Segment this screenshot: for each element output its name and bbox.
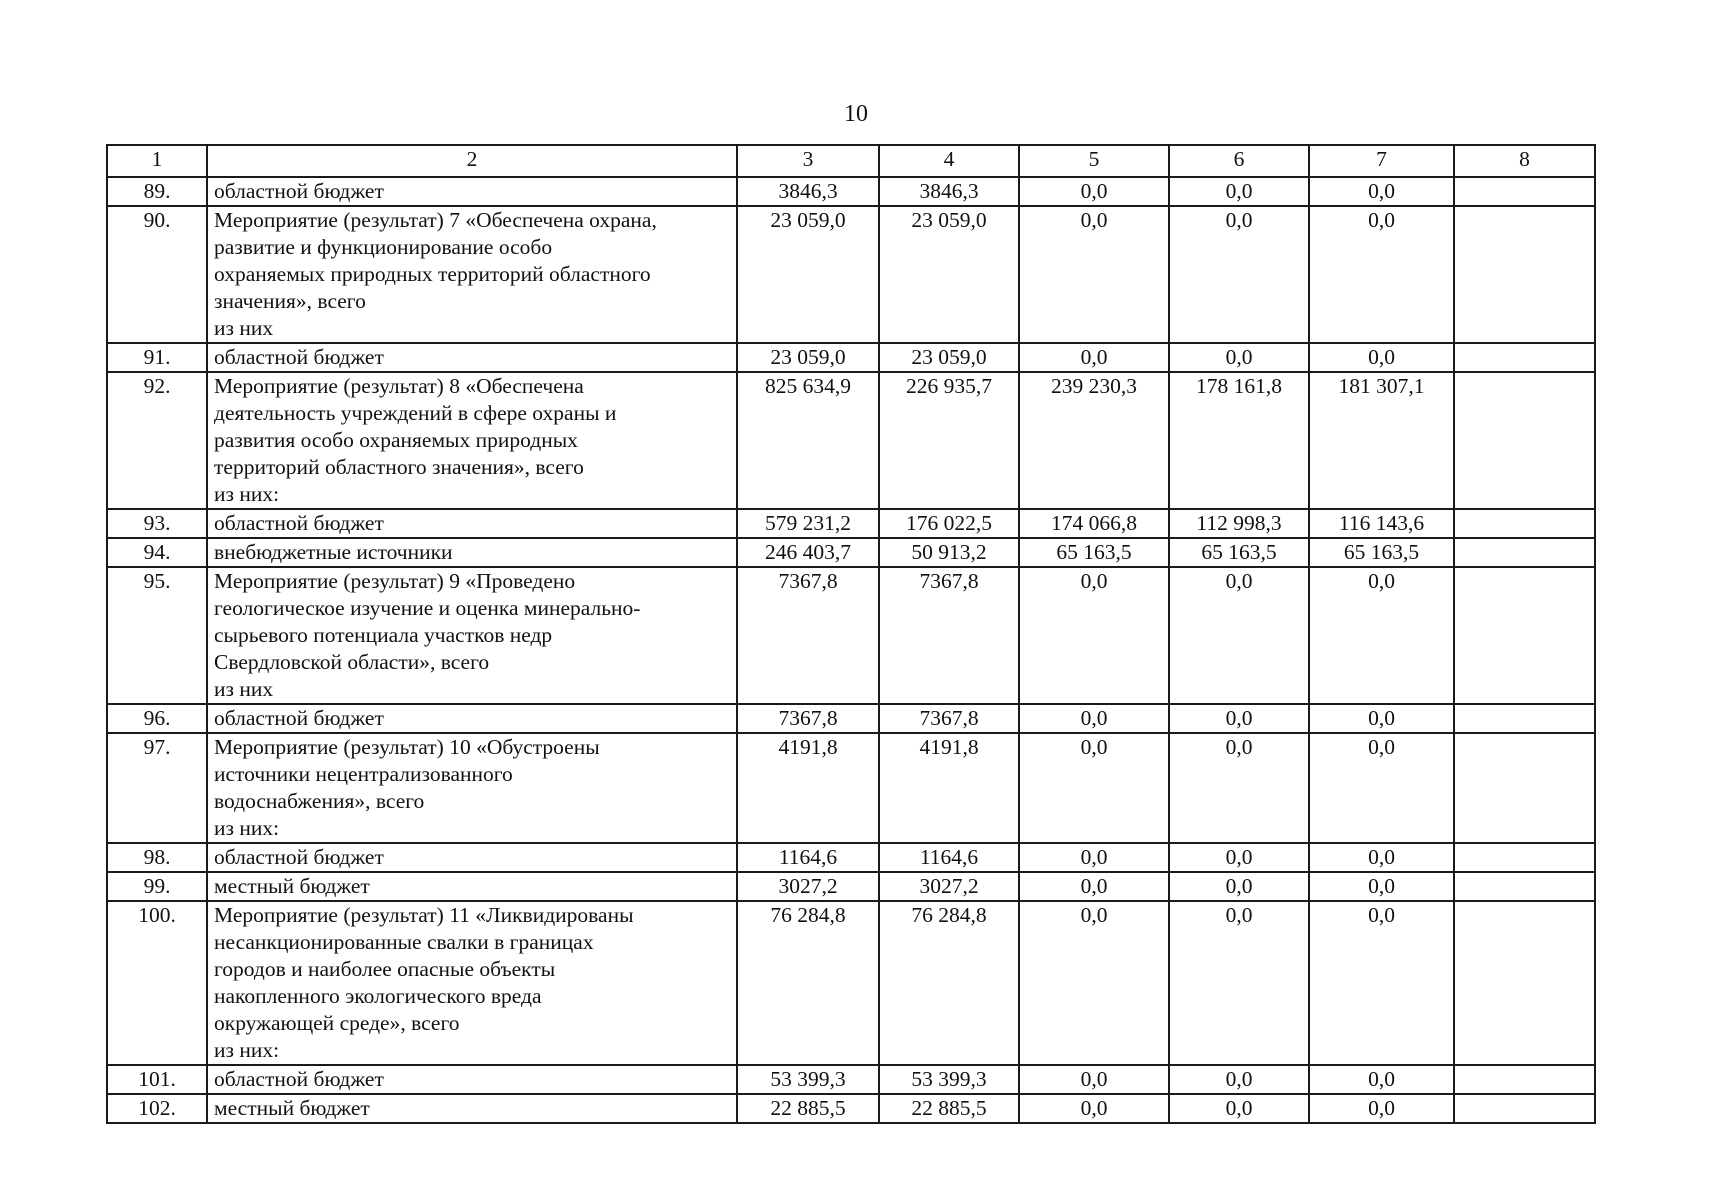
- value-cell-col-3: 7367,8: [737, 704, 879, 733]
- description-line: областной бюджет: [214, 1067, 384, 1091]
- value-cell-col-8: [1454, 177, 1595, 206]
- table-row: [107, 567, 1595, 704]
- value-cell-col-6: 178 161,8: [1169, 372, 1309, 509]
- description-line: Свердловской области», всего: [214, 650, 490, 674]
- row-number: 97.: [107, 733, 207, 843]
- value-cell-col-7: 0,0: [1309, 901, 1454, 1065]
- row-number: 90.: [107, 206, 207, 343]
- column-header-7: 7: [1309, 145, 1454, 177]
- table-row: [107, 343, 1595, 372]
- row-number: 89.: [107, 177, 207, 206]
- row-description: [207, 733, 737, 843]
- value-cell-col-4: 7367,8: [879, 567, 1019, 704]
- description-line: внебюджетные источники: [214, 540, 453, 564]
- value-cell-col-7: 0,0: [1309, 567, 1454, 704]
- value-cell-col-8: [1454, 843, 1595, 872]
- description-line: городов и наиболее опасные объекты: [214, 957, 556, 981]
- value-cell-col-5: 0,0: [1019, 733, 1169, 843]
- column-header-4: 4: [879, 145, 1019, 177]
- column-header-8: 8: [1454, 145, 1595, 177]
- value-cell-col-7: 0,0: [1309, 206, 1454, 343]
- table-row: [107, 872, 1595, 901]
- row-description: [207, 567, 737, 704]
- row-number: 94.: [107, 538, 207, 567]
- description-line: Мероприятие (результат) 9 «Проведено: [214, 569, 576, 593]
- value-cell-col-5: 0,0: [1019, 843, 1169, 872]
- value-cell-col-3: 53 399,3: [737, 1065, 879, 1094]
- description-line: Мероприятие (результат) 11 «Ликвидированы: [214, 903, 634, 927]
- value-cell-col-8: [1454, 372, 1595, 509]
- description-line: из них: [214, 677, 274, 701]
- value-cell-col-5: 0,0: [1019, 177, 1169, 206]
- value-cell-col-6: 112 998,3: [1169, 509, 1309, 538]
- row-number: 100.: [107, 901, 207, 1065]
- budget-table: [106, 144, 1596, 1124]
- table-row: [107, 843, 1595, 872]
- description-line: из них:: [214, 816, 280, 840]
- column-header-1: 1: [107, 145, 207, 177]
- value-cell-col-3: 246 403,7: [737, 538, 879, 567]
- value-cell-col-4: 176 022,5: [879, 509, 1019, 538]
- description-line: местный бюджет: [214, 1096, 370, 1120]
- value-cell-col-3: 3027,2: [737, 872, 879, 901]
- value-cell-col-7: 65 163,5: [1309, 538, 1454, 567]
- description-line: областной бюджет: [214, 845, 384, 869]
- description-line: местный бюджет: [214, 874, 370, 898]
- description-line: областной бюджет: [214, 179, 384, 203]
- value-cell-col-3: 22 885,5: [737, 1094, 879, 1123]
- value-cell-col-4: 50 913,2: [879, 538, 1019, 567]
- value-cell-col-7: 0,0: [1309, 843, 1454, 872]
- value-cell-col-6: 0,0: [1169, 901, 1309, 1065]
- value-cell-col-8: [1454, 704, 1595, 733]
- row-description: [207, 372, 737, 509]
- value-cell-col-4: 1164,6: [879, 843, 1019, 872]
- row-description: [207, 206, 737, 343]
- description-line: источники нецентрализованного: [214, 762, 513, 786]
- value-cell-col-8: [1454, 1094, 1595, 1123]
- value-cell-col-5: 0,0: [1019, 872, 1169, 901]
- description-line: из них:: [214, 482, 280, 506]
- description-line: Мероприятие (результат) 8 «Обеспечена: [214, 374, 584, 398]
- row-description: [207, 177, 737, 206]
- value-cell-col-7: 0,0: [1309, 872, 1454, 901]
- value-cell-col-5: 0,0: [1019, 1065, 1169, 1094]
- value-cell-col-7: 0,0: [1309, 1094, 1454, 1123]
- value-cell-col-3: 1164,6: [737, 843, 879, 872]
- value-cell-col-8: [1454, 538, 1595, 567]
- description-line: развития особо охраняемых природных: [214, 428, 578, 452]
- description-line: несанкционированные свалки в границах: [214, 930, 594, 954]
- description-line: из них: [214, 316, 274, 340]
- value-cell-col-5: 0,0: [1019, 901, 1169, 1065]
- description-line: областной бюджет: [214, 511, 384, 535]
- row-number: 101.: [107, 1065, 207, 1094]
- table-row: [107, 1094, 1595, 1123]
- value-cell-col-3: 23 059,0: [737, 343, 879, 372]
- row-number: 95.: [107, 567, 207, 704]
- value-cell-col-6: 0,0: [1169, 177, 1309, 206]
- row-number: 93.: [107, 509, 207, 538]
- table-body: [107, 177, 1595, 1123]
- description-line: развитие и функционирование особо: [214, 235, 553, 259]
- value-cell-col-5: 239 230,3: [1019, 372, 1169, 509]
- value-cell-col-6: 0,0: [1169, 872, 1309, 901]
- value-cell-col-5: 0,0: [1019, 704, 1169, 733]
- value-cell-col-6: 0,0: [1169, 206, 1309, 343]
- value-cell-col-5: 174 066,8: [1019, 509, 1169, 538]
- value-cell-col-6: 0,0: [1169, 843, 1309, 872]
- value-cell-col-3: 579 231,2: [737, 509, 879, 538]
- row-description: [207, 843, 737, 872]
- row-description: [207, 538, 737, 567]
- description-line: водоснабжения», всего: [214, 789, 425, 813]
- row-description: [207, 704, 737, 733]
- row-description: [207, 901, 737, 1065]
- value-cell-col-6: 0,0: [1169, 343, 1309, 372]
- description-line: значения», всего: [214, 289, 366, 313]
- value-cell-col-5: 0,0: [1019, 1094, 1169, 1123]
- value-cell-col-4: 226 935,7: [879, 372, 1019, 509]
- row-description: [207, 872, 737, 901]
- value-cell-col-6: 0,0: [1169, 704, 1309, 733]
- row-number: 98.: [107, 843, 207, 872]
- row-number: 96.: [107, 704, 207, 733]
- value-cell-col-8: [1454, 901, 1595, 1065]
- value-cell-col-4: 23 059,0: [879, 343, 1019, 372]
- value-cell-col-7: 116 143,6: [1309, 509, 1454, 538]
- row-description: [207, 343, 737, 372]
- value-cell-col-8: [1454, 509, 1595, 538]
- value-cell-col-4: 23 059,0: [879, 206, 1019, 343]
- value-cell-col-8: [1454, 343, 1595, 372]
- value-cell-col-7: 0,0: [1309, 177, 1454, 206]
- value-cell-col-3: 76 284,8: [737, 901, 879, 1065]
- table-row: [107, 509, 1595, 538]
- value-cell-col-7: 0,0: [1309, 343, 1454, 372]
- column-header-2: 2: [207, 145, 737, 177]
- value-cell-col-3: 4191,8: [737, 733, 879, 843]
- description-line: областной бюджет: [214, 345, 384, 369]
- value-cell-col-4: 22 885,5: [879, 1094, 1019, 1123]
- column-header-5: 5: [1019, 145, 1169, 177]
- value-cell-col-7: 0,0: [1309, 704, 1454, 733]
- description-line: Мероприятие (результат) 10 «Обустроены: [214, 735, 600, 759]
- row-description: [207, 1065, 737, 1094]
- value-cell-col-3: 3846,3: [737, 177, 879, 206]
- value-cell-col-5: 0,0: [1019, 567, 1169, 704]
- description-line: Мероприятие (результат) 7 «Обеспечена охрана,: [214, 208, 657, 232]
- header-row: [107, 145, 1595, 177]
- value-cell-col-4: 53 399,3: [879, 1065, 1019, 1094]
- value-cell-col-4: 3846,3: [879, 177, 1019, 206]
- description-line: территорий областного значения», всего: [214, 455, 584, 479]
- table-row: [107, 1065, 1595, 1094]
- description-line: из них:: [214, 1038, 280, 1062]
- table-row: [107, 206, 1595, 343]
- table-row: [107, 372, 1595, 509]
- column-header-3: 3: [737, 145, 879, 177]
- row-number: 91.: [107, 343, 207, 372]
- value-cell-col-8: [1454, 206, 1595, 343]
- value-cell-col-4: 3027,2: [879, 872, 1019, 901]
- value-cell-col-6: 0,0: [1169, 1065, 1309, 1094]
- value-cell-col-6: 65 163,5: [1169, 538, 1309, 567]
- value-cell-col-7: 0,0: [1309, 1065, 1454, 1094]
- table-row: [107, 177, 1595, 206]
- value-cell-col-8: [1454, 1065, 1595, 1094]
- value-cell-col-3: 23 059,0: [737, 206, 879, 343]
- value-cell-col-5: 0,0: [1019, 206, 1169, 343]
- row-description: [207, 1094, 737, 1123]
- value-cell-col-5: 65 163,5: [1019, 538, 1169, 567]
- value-cell-col-6: 0,0: [1169, 567, 1309, 704]
- table-row: [107, 901, 1595, 1065]
- description-line: окружающей среде», всего: [214, 1011, 460, 1035]
- value-cell-col-8: [1454, 872, 1595, 901]
- table-row: [107, 538, 1595, 567]
- table-row: [107, 704, 1595, 733]
- description-line: накопленного экологического вреда: [214, 984, 542, 1008]
- description-line: геологическое изучение и оценка минерально-: [214, 596, 641, 620]
- value-cell-col-6: 0,0: [1169, 1094, 1309, 1123]
- row-number: 99.: [107, 872, 207, 901]
- value-cell-col-4: 7367,8: [879, 704, 1019, 733]
- value-cell-col-3: 7367,8: [737, 567, 879, 704]
- value-cell-col-6: 0,0: [1169, 733, 1309, 843]
- value-cell-col-4: 4191,8: [879, 733, 1019, 843]
- value-cell-col-8: [1454, 733, 1595, 843]
- table-row: [107, 733, 1595, 843]
- row-number: 102.: [107, 1094, 207, 1123]
- row-description: [207, 509, 737, 538]
- description-line: областной бюджет: [214, 706, 384, 730]
- value-cell-col-4: 76 284,8: [879, 901, 1019, 1065]
- value-cell-col-7: 0,0: [1309, 733, 1454, 843]
- value-cell-col-7: 181 307,1: [1309, 372, 1454, 509]
- page-number: 10: [844, 101, 868, 127]
- value-cell-col-5: 0,0: [1019, 343, 1169, 372]
- row-number: 92.: [107, 372, 207, 509]
- description-line: деятельность учреждений в сфере охраны и: [214, 401, 617, 425]
- value-cell-col-3: 825 634,9: [737, 372, 879, 509]
- column-header-6: 6: [1169, 145, 1309, 177]
- description-line: сырьевого потенциала участков недр: [214, 623, 553, 647]
- description-line: охраняемых природных территорий областного: [214, 262, 651, 286]
- value-cell-col-8: [1454, 567, 1595, 704]
